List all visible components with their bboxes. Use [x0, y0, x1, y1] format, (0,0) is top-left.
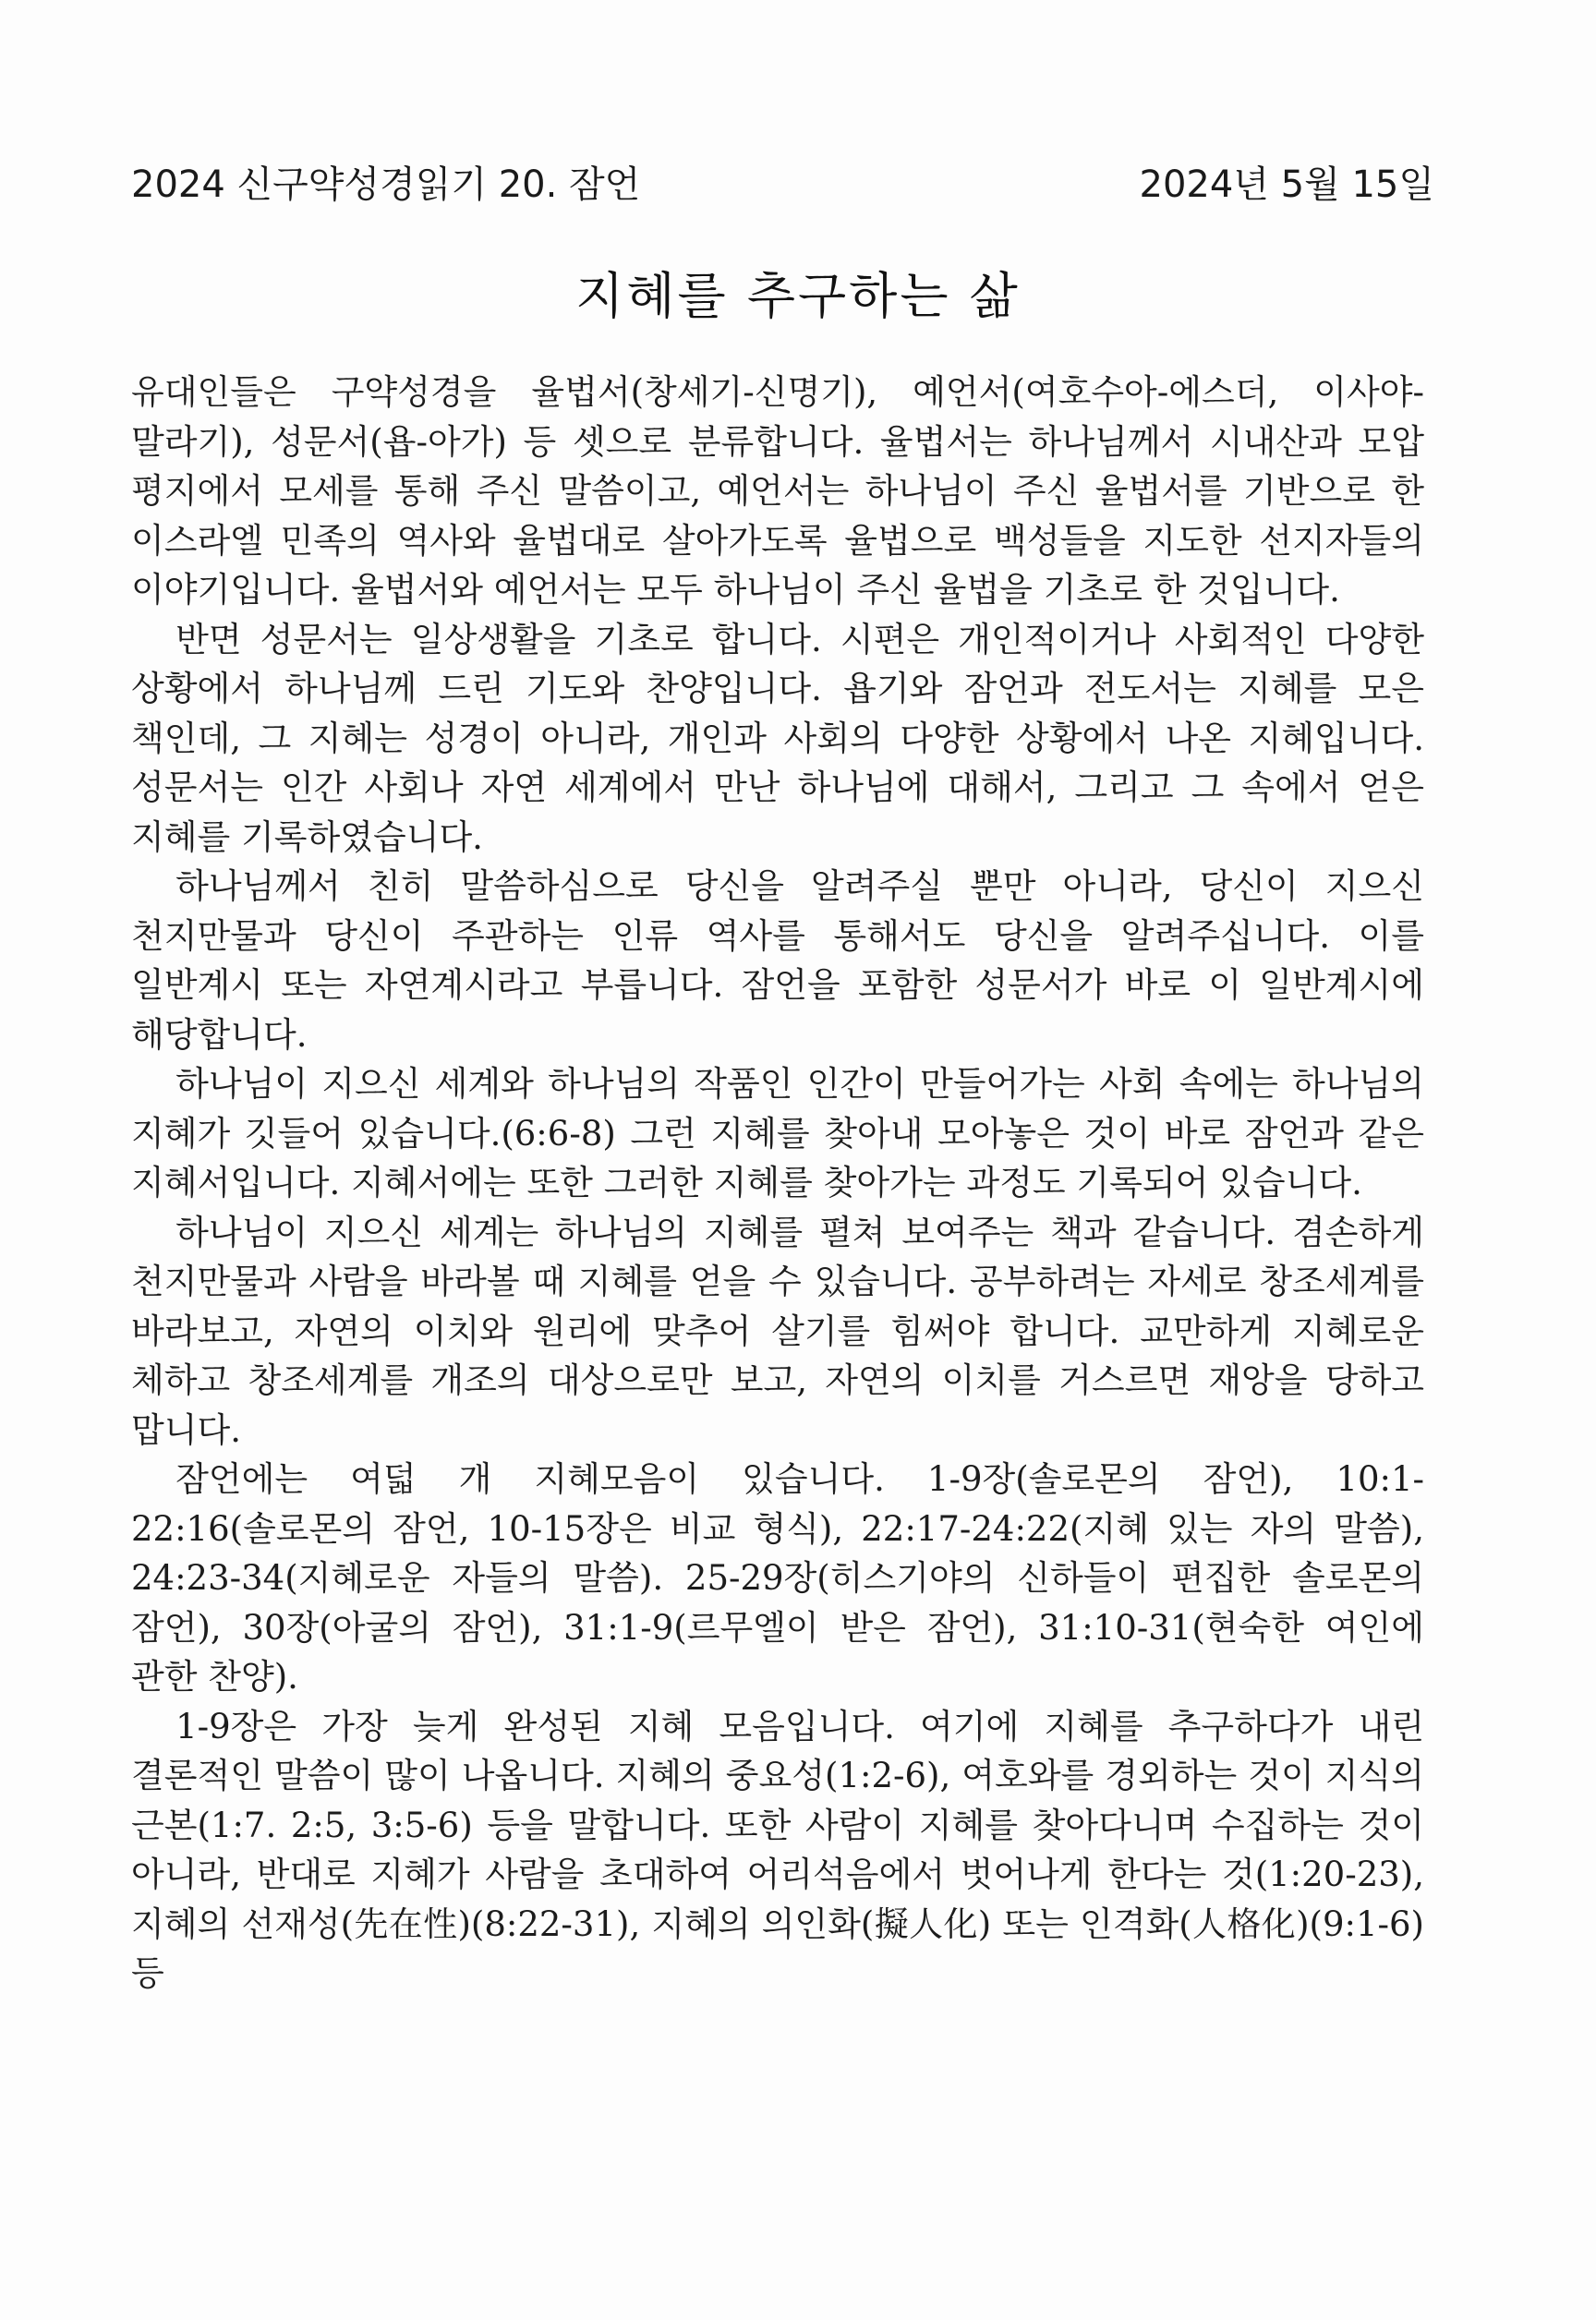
series-label: 2024 신구약성경읽기 20. 잠언 — [131, 163, 641, 206]
paragraph: 잠언에는 여덟 개 지혜모음이 있습니다. 1-9장(솔로몬의 잠언), 10:1-22:16(솔로몬의 잠언, 10-15장은 비교 형식), 22:17-24:22(지혜 있는 자의 말씀), 24:23-34(지혜로운 자들의 말씀). 25-29장(히스기야의 신하들이 편집한 솔로몬의 잠언), 30장(아굴의 잠언), 31:1-9(르무엘이 받은 잠언), 31:10-31(현숙한 여인에 관한 찬양). — [131, 1459, 1424, 1697]
page-header — [131, 155, 1434, 211]
date-label: 2024년 5월 15일 — [1139, 163, 1434, 206]
paragraph: 1-9장은 가장 늦게 완성된 지혜 모음입니다. 여기에 지혜를 추구하다가 내린 결론적인 말씀이 많이 나옵니다. 지혜의 중요성(1:2-6), 여호와를 경외하는 것이 지식의 근본(1:7. 2:5, 3:5-6) 등을 말합니다. 또한 사람이 지혜를 찾아다니며 수집하는 것이 아니라, 반대로 지혜가 사람을 초대하여 어리석음에서 벗어나게 한다는 것(1:20-23), 지혜의 선재성(先在性)(8:22-31), 지혜의 의인화(擬人化) 또는 인격화(人格化)(9:1-6) 등 — [131, 1706, 1424, 1993]
paragraph: 하나님께서 친히 말씀하심으로 당신을 알려주실 뿐만 아니라, 당신이 지으신 천지만물과 당신이 주관하는 인류 역사를 통해서도 당신을 알려주십니다. 이를 일반계시 또는 자연계시라고 부릅니다. 잠언을 포함한 성문서가 바로 이 일반계시에 해당합니다. — [131, 866, 1424, 1055]
paragraph: 하나님이 지으신 세계는 하나님의 지혜를 펼쳐 보여주는 책과 같습니다. 겸손하게 천지만물과 사람을 바라볼 때 지혜를 얻을 수 있습니다. 공부하려는 자세로 창조세계를 바라보고, 자연의 이치와 원리에 맞추어 살기를 힘써야 합니다. 교만하게 지혜로운 체하고 창조세계를 개조의 대상으로만 보고, 자연의 이치를 거스르면 재앙을 당하고 맙니다. — [131, 1212, 1424, 1450]
paragraph: 유대인들은 구약성경을 율법서(창세기-신명기), 예언서(여호수아-에스더, 이사야-말라기), 성문서(욥-아가) 등 셋으로 분류합니다. 율법서는 하나님께서 시내산과 모압 평지에서 모세를 통해 주신 말씀이고, 예언서는 하나님이 주신 율법서를 기반으로 한 이스라엘 민족의 역사와 율법대로 살아가도록 율법으로 백성들을 지도한 선지자들의 이야기입니다. 율법서와 예언서는 모두 하나님이 주신 율법을 기초로 한 것입니다. — [131, 372, 1424, 610]
paragraph: 하나님이 지으신 세계와 하나님의 작품인 인간이 만들어가는 사회 속에는 하나님의 지혜가 깃들어 있습니다.(6:6-8) 그런 지혜를 찾아내 모아놓은 것이 바로 잠언과 같은 지혜서입니다. 지혜서에는 또한 그러한 지혜를 찾아가는 과정도 기록되어 있습니다. — [131, 1064, 1424, 1202]
paragraph: 반면 성문서는 일상생활을 기초로 합니다. 시편은 개인적이거나 사회적인 다양한 상황에서 하나님께 드린 기도와 찬양입니다. 욥기와 잠언과 전도서는 지혜를 모은 책인데, 그 지혜는 성경이 아니라, 개인과 사회의 다양한 상황에서 나온 지혜입니다. 성문서는 인간 사회나 자연 세계에서 만난 하나님에 대해서, 그리고 그 속에서 얻은 지혜를 기록하였습니다. — [131, 619, 1424, 857]
body-text — [131, 368, 1424, 1999]
page-title: 지혜를 추구하는 삶 — [575, 267, 1021, 325]
